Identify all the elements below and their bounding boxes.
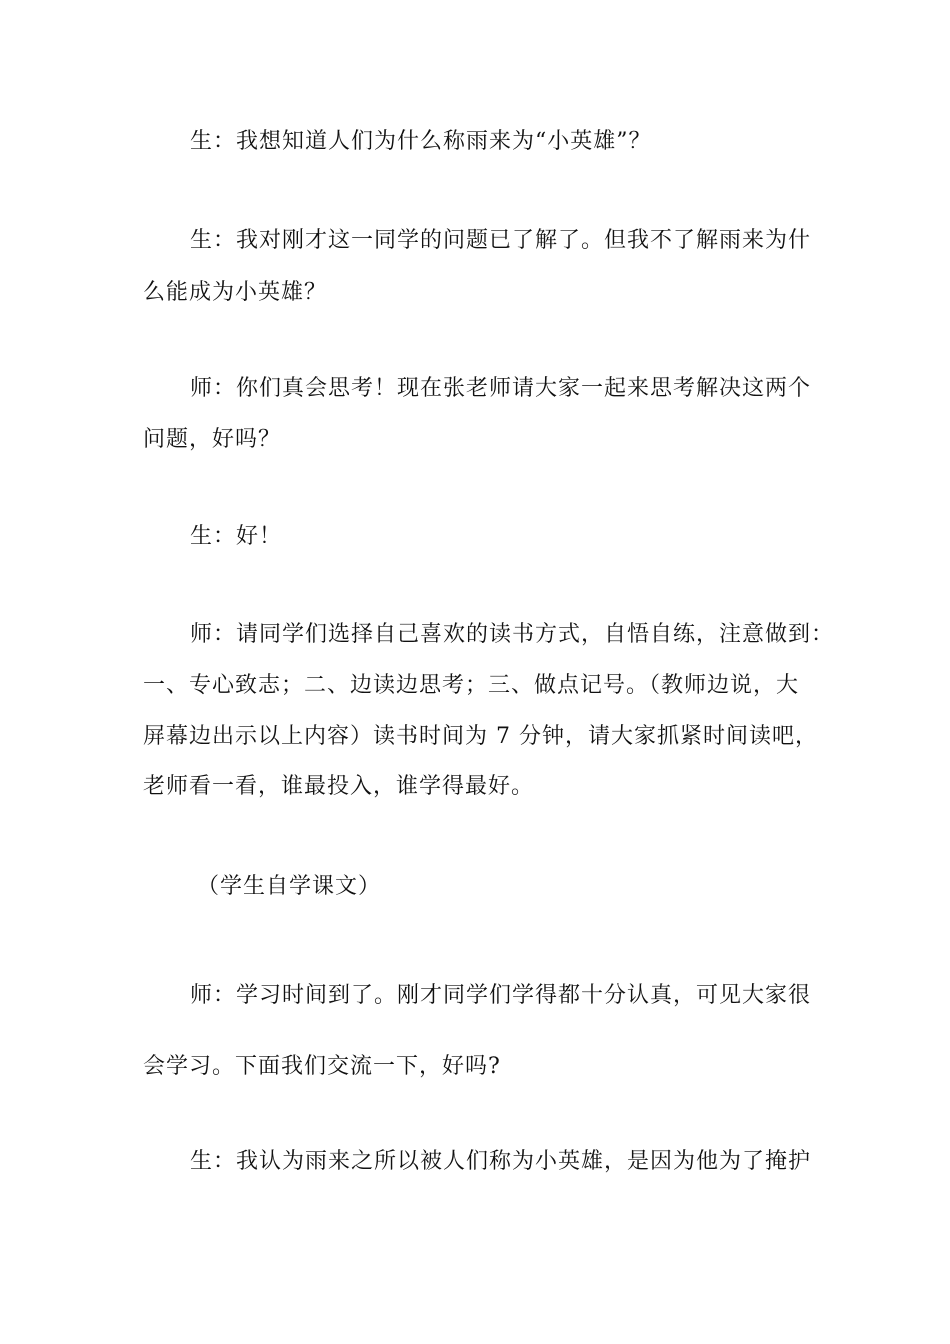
paragraph-teacher-time-up-line-2: 会学习。下面我们交流一下，好吗?	[143, 1054, 501, 1079]
paragraph-student-reply-line-1: 生：我对刚才这一同学的问题已了解了。但我不了解雨来为什	[190, 228, 812, 253]
paragraph-teacher-praise-line-1: 师：你们真会思考！现在张老师请大家一起来思考解决这两个	[190, 376, 812, 401]
paragraph-student-question: 生：我想知道人们为什么称雨来为“小英雄”？	[190, 129, 652, 154]
paragraph-student-answer-line-1: 生：我认为雨来之所以被人们称为小英雄，是因为他为了掩护	[190, 1149, 812, 1174]
stage-direction-self-study: （学生自学课文）	[197, 874, 382, 899]
paragraph-student-reply-line-2: 么能成为小英雄？	[143, 280, 328, 305]
paragraph-student-ok: 生：好！	[190, 524, 283, 549]
paragraph-teacher-instruction-line-1: 师：请同学们选择自己喜欢的读书方式，自悟自练，注意做到：	[190, 622, 835, 647]
paragraph-teacher-instruction-line-3: 屏幕边出示以上内容）读书时间为 7 分钟，请大家抓紧时间读吧，	[143, 724, 818, 749]
paragraph-teacher-time-up-line-1: 师：学习时间到了。刚才同学们学得都十分认真，可见大家很	[190, 983, 812, 1008]
paragraph-teacher-instruction-line-2: 一、专心致志；二、边读边思考；三、做点记号。（教师边说，大	[143, 673, 800, 698]
paragraph-teacher-instruction-line-4: 老师看一看，谁最投入，谁学得最好。	[143, 774, 535, 799]
paragraph-teacher-praise-line-2: 问题，好吗？	[143, 427, 282, 452]
